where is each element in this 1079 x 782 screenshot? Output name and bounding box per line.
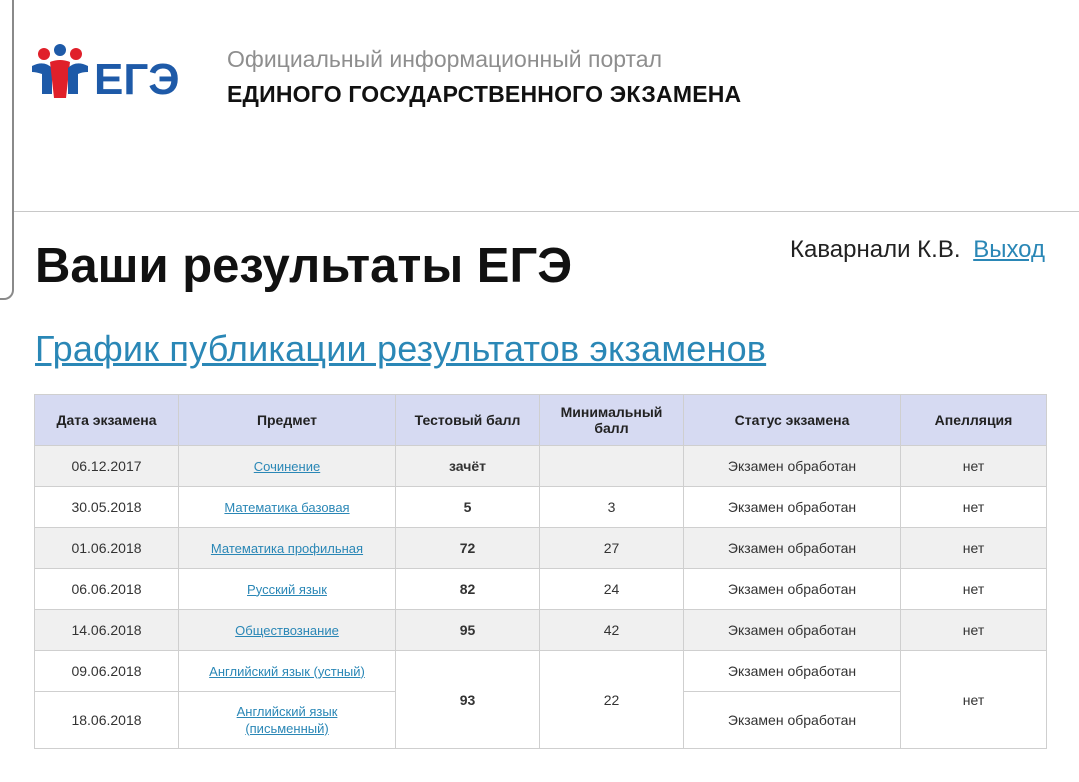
cell-test-score: 95 [396,610,540,651]
cell-status: Экзамен обработан [684,528,901,569]
page-title: Ваши результаты ЕГЭ [35,239,573,293]
portal-title: ЕДИНОГО ГОСУДАРСТВЕННОГО ЭКЗАМЕНА [227,81,742,107]
table-row [35,446,1047,487]
cell-status: Экзамен обработан [684,610,901,651]
svg-text:ЕГЭ: ЕГЭ [94,55,180,104]
header-divider [14,211,1079,212]
cell-appeal: нет [901,446,1047,487]
cell-test-score: зачёт [396,446,540,487]
portal-subtitle: Официальный информационный портал [227,46,663,72]
ege-logo[interactable] [30,42,190,104]
cell-date: 06.06.2018 [35,569,179,610]
cell-test-score: 82 [396,569,540,610]
subject-link[interactable] [237,704,338,736]
cell-subject [179,651,396,692]
subject-link[interactable]: Русский язык [247,581,327,597]
table-row [35,651,1047,692]
subject-link-line1: Английский язык [236,704,338,719]
cell-min-score: 27 [540,528,684,569]
cell-date: 14.06.2018 [35,610,179,651]
cell-date: 30.05.2018 [35,487,179,528]
cell-date: 18.06.2018 [35,692,179,749]
cell-subject [179,569,396,610]
cell-appeal: нет [901,651,1047,749]
cell-min-score: 22 [540,651,684,749]
cell-min-score: 24 [540,569,684,610]
subject-link[interactable]: Сочинение [253,458,321,474]
table-header-row [35,395,1047,446]
subject-link[interactable]: Обществознание [235,622,339,638]
cell-date: 09.06.2018 [35,651,179,692]
logout-link[interactable]: Выход [973,236,1045,263]
col-header-test-score: Тестовый балл [396,395,540,446]
cell-subject [179,610,396,651]
frame-border [0,0,14,300]
cell-subject [179,528,396,569]
cell-status: Экзамен обработан [684,692,901,749]
results-schedule-link[interactable]: График публикации результатов экзаменов [35,328,767,369]
cell-status: Экзамен обработан [684,569,901,610]
logo-figures-icon [32,44,88,98]
user-box [790,236,1045,264]
cell-test-score: 93 [396,651,540,749]
table-row [35,569,1047,610]
cell-appeal: нет [901,569,1047,610]
subject-link-line2: (письменный) [245,721,329,736]
user-name: Каварнали К.В. [790,236,961,263]
cell-min-score [540,446,684,487]
cell-test-score: 72 [396,528,540,569]
cell-status: Экзамен обработан [684,446,901,487]
subject-link[interactable]: Английский язык (устный) [209,663,365,679]
site-header [0,0,1079,212]
cell-status: Экзамен обработан [684,651,901,692]
col-header-subject: Предмет [179,395,396,446]
subject-link[interactable]: Математика базовая [224,499,350,515]
cell-min-score: 3 [540,487,684,528]
col-header-status: Статус экзамена [684,395,901,446]
cell-appeal: нет [901,528,1047,569]
table-row [35,487,1047,528]
results-table [34,394,1047,749]
subject-link[interactable]: Математика профильная [210,540,364,556]
col-header-appeal: Апелляция [901,395,1047,446]
cell-subject [179,487,396,528]
cell-min-score: 42 [540,610,684,651]
cell-subject [179,692,396,749]
col-header-min-score: Минимальный балл [540,395,684,446]
cell-subject [179,446,396,487]
col-header-date: Дата экзамена [35,395,179,446]
cell-appeal: нет [901,610,1047,651]
table-row [35,528,1047,569]
cell-appeal: нет [901,487,1047,528]
cell-date: 01.06.2018 [35,528,179,569]
cell-test-score: 5 [396,487,540,528]
cell-status: Экзамен обработан [684,487,901,528]
cell-date: 06.12.2017 [35,446,179,487]
table-row [35,610,1047,651]
